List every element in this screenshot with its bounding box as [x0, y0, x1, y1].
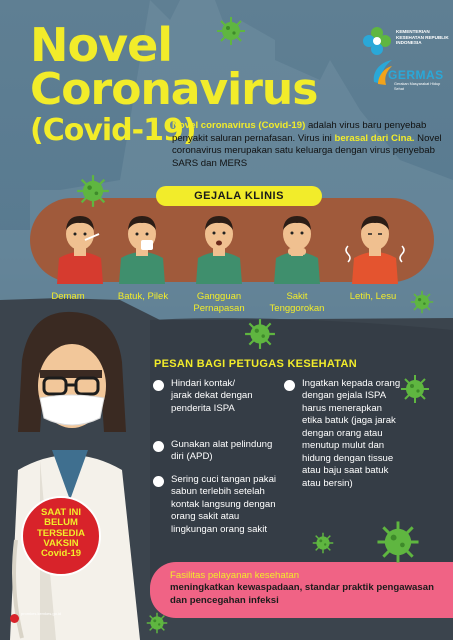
bullet-icon [153, 476, 164, 487]
doctor-illustration [0, 300, 150, 640]
vaksin-line-3: TERSEDIA [36, 527, 86, 539]
promkes-dot-icon [10, 614, 19, 623]
intro-text-1: adalah virus baru penyebab penyakit saluran pernafasan. Virus ini [172, 120, 427, 144]
bullet-icon [284, 380, 295, 391]
intro-highlight-origin: berasal dari Cina. [334, 132, 415, 144]
virus-icon [244, 318, 276, 350]
germas-logo [370, 58, 448, 98]
sore-throat-person-icon [262, 206, 332, 284]
bottom-line-1: Fasilitas pelayanan kesehatan [170, 570, 300, 581]
bottom-message [170, 570, 444, 607]
pesan-title: PESAN BAGI PETUGAS KESEHATAN [154, 358, 357, 370]
intro-paragraph [172, 120, 442, 171]
symptom-label-demam: Demam [51, 291, 85, 302]
virus-icon [312, 532, 334, 554]
fever-person-icon [45, 206, 115, 284]
vaksin-line-4: VAKSIN [43, 537, 79, 549]
symptom-label-letih: Letih, Lesu [349, 291, 397, 302]
intro-text-2: Novel coronavirus merupakan satu keluarga dengan virus penyebab SARS dan MERS [172, 132, 442, 169]
pesan-item-3: Sering cuci tangan pakai sabun terlebih setelah kontak langsung dengan orang sakit atau lingkungan orang sakit [171, 474, 277, 535]
bottom-line-2: meningkatkan kewaspadaan, standar praktik pengawasan dan pencegahan infeksi [170, 582, 434, 606]
bullet-icon [153, 380, 164, 391]
vaksin-line-1: SAAT INI [41, 507, 81, 518]
bullet-icon [153, 441, 164, 452]
virus-icon [216, 16, 246, 46]
kemenkes-text: KEMENTERIAN KESEHATAN REPUBLIK INDONESIA [396, 29, 449, 46]
germas-subtext: Gerakan Masyarakat Hidup Sehat [394, 82, 441, 91]
kemenkes-logo [362, 26, 448, 62]
virus-icon [400, 374, 430, 404]
virus-icon [376, 520, 420, 564]
symptom-label-tenggorokan: Sakit Tenggorokan [269, 291, 325, 314]
germas-text: GERMAS [388, 68, 444, 82]
cough-person-icon [107, 206, 177, 284]
vaksin-badge [21, 496, 101, 576]
symptom-label-pernapasan: Gangguan Pernapasan [193, 291, 245, 314]
gejala-klinis-header: GEJALA KLINIS [156, 186, 322, 206]
virus-icon [76, 174, 110, 208]
pesan-item-1: Hindari kontak/ jarak dekat dengan penderita ISPA [171, 378, 253, 414]
kemenkes-leaf-icon [362, 26, 392, 56]
breathing-problem-person-icon [184, 206, 254, 284]
fatigue-person-icon [340, 206, 410, 284]
title-covid19: (Covid-19) [30, 113, 196, 148]
virus-icon [146, 612, 168, 634]
virus-icon [410, 290, 434, 314]
pesan-item-2: Gunakan alat pelindung diri (APD) [171, 439, 273, 463]
title-novel: Novel [30, 18, 173, 72]
promkes-footer-logo [10, 612, 66, 626]
vaksin-line-2: BELUM [44, 517, 78, 529]
pesan-item-4: Ingatkan kepada orang dengan gejala ISPA harus menerapkan etika batuk (jaga jarak dengan orang atau menutup mulut dan hidung dengan tissue atau baju saat batuk atau bersin) [302, 378, 401, 489]
promkes-footer-text: promkes.kemkes.go.id [21, 611, 62, 616]
intro-highlight-name: Novel coronavirus (Covid-19) [172, 120, 306, 131]
symptom-label-batuk: Batuk, Pilek [117, 291, 169, 302]
title-coronavirus: Coronavirus [30, 64, 318, 115]
vaksin-line-5: Covid-19 [40, 548, 82, 559]
